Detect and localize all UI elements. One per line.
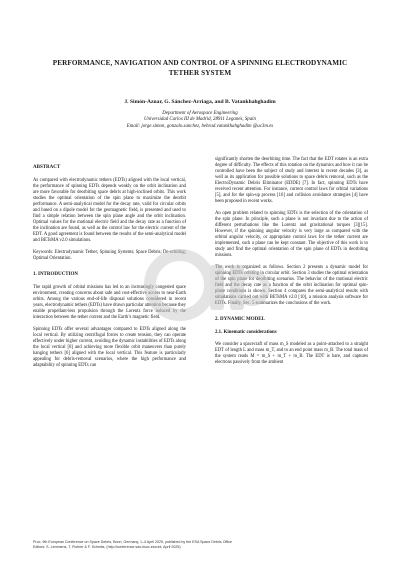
- title-line-1: PERFORMANCE, NAVIGATION AND CONTROL OF A SPINNING ELECTRODYNAMIC: [52, 59, 348, 67]
- page-footer: [33, 540, 373, 550]
- right-column: [215, 157, 368, 372]
- abstract-heading: ABSTRACT: [33, 165, 61, 170]
- paper-affiliation: [40, 111, 360, 130]
- paper-authors: J. Simón-Aznar, G. Sánchez-Arriaga, and B. Vatankhahghadim: [124, 99, 276, 105]
- right-paragraph-2: An open problem related to spinning EDTs is the selection of the orientation of the spin plane. In principle, such a plane is not invariant due to the action of different perturbations like the Lorentz and gravitational torques [3][15]. However, if the spinning angular velocity is very large as compared with the orbital angular velocity, or appropriate control laws for the tether current are implemented, such a plane can be kept constant. The objective of this work is to study and find the optimal orientation of the spin plane of EDTs in deorbiting missions.: [215, 211, 368, 258]
- intro-paragraph-2: Spinning EDTs offer several advantages compared to EDTs aligned along the local vertical. By utilizing centrifugal forces to create tension, they can operate effectively under higher current, avoiding the dynamic instabilities of EDTs along the local vertical [8] and achieving more flexible orbit maneuvers than purely hanging tethers [6] aligned with the local vertical. This feature is particularly appealing for debris-removal scenarios, where the high performance and adaptability of spinning EDTs can: [33, 327, 186, 368]
- right-paragraph-1: significantly shorten the deorbiting time. The fact that the EDT rotates is an extra degree of difficulty. The effects of this rotation on the dynamics and how it can be controlled have been the subject of study and interest in recent decades [3], as well as its application for possible solutions to space debris removal, such as the ElectroDynamic Debris Eliminator (EDDE) [7]. In fact, spinning EDTs have received recent attention. For instance, current control laws for orbital variations [5], and for the spin-up process [16] and collision avoidance strategies [4] have been proposed in recent works.: [215, 157, 368, 204]
- intro-heading: 1. INTRODUCTION: [33, 272, 79, 277]
- intro-paragraph-1: The rapid growth of orbital missions has led to an increasingly congested space environment, creating concerns about safe and cost-effective access to near-Earth orbits. Among the various end-of-life disposal solutions considered in recent years, electrodynamic tethers (EDTs) have drawn particular attention because they enable propellant-less propulsion through the Lorentz force induced by the interaction between the tether current and the Earth’s magnetic field.: [33, 285, 187, 320]
- section-2-heading: 2. DYNAMIC MODEL: [215, 317, 265, 322]
- footer-line-1: Proc. 9th European Conference on Space Debris, Bonn, Germany, 1–4 April 2025, published by the ESA Space Debris Office: [33, 540, 233, 544]
- keywords: Keywords: Electrodynamic Tether; Spinning Systems; Space Debris; De-orbiting; Optimal Orientation.: [33, 250, 186, 261]
- title-line-2: TETHER SYSTEM: [168, 69, 232, 77]
- right-paragraph-3: The work is organized as follows. Section 2 presents a dynamic model for spinning EDTs orbiting in circular orbit. Section 3 studies the optimal orientation of the spin plane for deorbiting scenarios. The behavior of the motional electric field and the decay rate as a function of the orbit inclination for optimal spin-plane conditions is shown. Section 4 compares the semi-analytical results with simulations carried out with BETsMA v2.0 [10], a mission analysis software for EDTs. Finally, Sec. 5 summarizes the conclusions of the work.: [215, 265, 368, 306]
- right-paragraph-4: We consider a spacecraft of mass m_S modeled as a point–attached to a straight EDT of length L and mass m_T, and to an end point mass m_B. The total mass of the system reads M = m_S + m_T + m_B. The EDT is bare, and captures electrons passively from the ambient: [215, 342, 368, 365]
- subsection-2-1-heading: 2.1. Kinematic considerations: [215, 330, 277, 335]
- affiliation-email: Email: jorge.simon, gonzalo.sanchez, behrad.vatankhahghadim @uc3m.es: [126, 123, 274, 129]
- left-column: [33, 165, 186, 375]
- footer-line-2: Editors: S. Lemmens, T. Flohrer & F. Schmitz, (http://conference.sdo.esoc.esa.int, April 2025): [33, 545, 181, 549]
- paper-title: [40, 58, 360, 78]
- affiliation-department: Department of Aerospace Engineering: [162, 111, 238, 116]
- affiliation-university: Universidad Carlos III de Madrid, 28911 Leganés, Spain: [144, 117, 256, 123]
- abstract-text: As compared with electrodynamic tethers (EDTs) aligned with the local vertical, the performance of spinning EDTs depends weakly on the orbit inclination and are more favorable for deorbiting space debris at high-inclined orbits. This work studies the optimal orientation of the spin plane to maximize the deorbit performance. A semi-analytical model for the decay rate, valid for circular orbits and based on a dipole model for the geomagnetic field, is presented and used to find a simple relation between the spin plane angle and the orbit inclination. Optimal values for the motional electric field and the decay rate as a function of the inclination are found, as well as the control law for the electric current of the EDT. A good agreement is found between the results of the semi-analytical model and BETsMA v2.0 simulations.: [33, 178, 186, 243]
